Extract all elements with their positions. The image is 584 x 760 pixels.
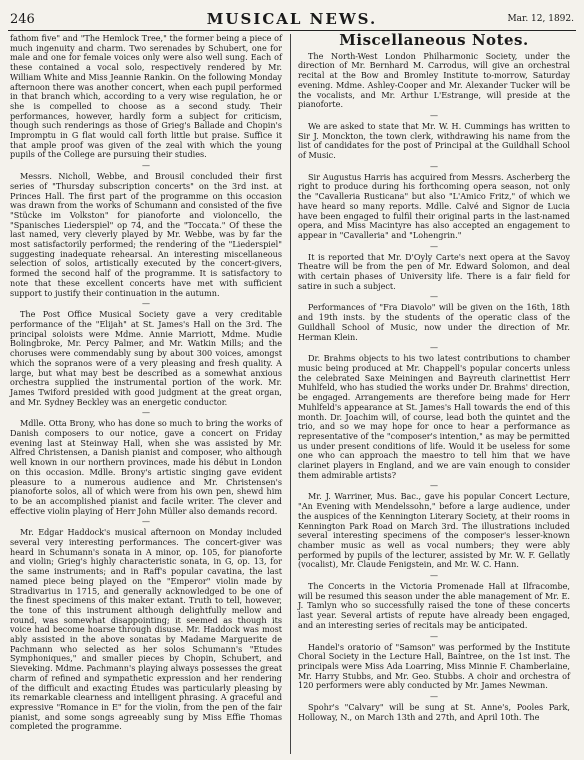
article-paragraph: The Post Office Musical Society gave a very creditable performance of the "Elijah" at St. James's Hall on the 3rd. The principal soloists were Mdme. Annie Marriott, Mdme. Mudie Bolingbroke, Mr. Percy Palmer, and Mr. Watkin Mills; and the choruses were commendably sung by about 300 voices, amongst which the sopranos were of a very pleasing and fresh quality. A large, but what may best be described as a somewhat anxious orchestra supplied the instrumental portion of the work. Mr. James Twiford presided with good judgment at the great organ, and Mr. Sydney Beckley was an energetic conductor. <box>10 309 282 407</box>
article-paragraph: Mr. Edgar Haddock's musical afternoon on Monday included several very interesting performances. The concert-giver was heard in Schumann's sonata in A minor, op. 105, for pianoforte and violin; Grieg's highly characteristic sonata, in G, op. 13, for the same instruments; and in Raff's popular cavatina, the last named piece being played on the "Emperor" violin made by Stradivarius in 1715, and generally acknowledged to be one of the finest specimens of this maker extant. Truth to tell, however, the tone of this instrument although delightfully mellow and round, was somewhat disappointing; it seemed as though its voice had become hoarse through disuse. Mr. Haddock was most ably assisted in the above sonatas by Madame Marguerite de Pachmann who selected as her solos Schumann's "Etudes Symphoniques," and smaller pieces by Chopin, Schubert, and Sieveking. Mdme. Pachmann's playing always possesses the great charm of refined and sympathetic expression and her rendering of the difficult and exacting Études was particularly pleasing by its remarkable clearness and intelligent phrasing. A graceful and expressive "Romance in E" for the violin, from the pen of the fair pianist, and some songs agreeably sung by Miss Effie Thomas completed the programme. <box>10 527 282 732</box>
section-title: Miscellaneous Notes. <box>339 31 529 49</box>
separator: — <box>142 408 150 418</box>
note-paragraph: The North-West London Philharmonic Society, under the direction of Mr. Bernhard M. Carrodus, will give an orchestral recital at the Bow and Bromley Institute to-morrow, Saturday evening. Mdme. Ashley-Cooper and Mr. Alexander Tucker will be the vocalists, and Mr. Arthur L'Estrange, will preside at the pianoforte. <box>298 50 570 110</box>
masthead-title: MUSICAL NEWS. <box>206 10 378 28</box>
right-column <box>298 31 570 723</box>
separator: — <box>142 517 150 527</box>
separator: — <box>430 631 438 641</box>
note-paragraph: It is reported that Mr. D'Oyly Carte's next opera at the Savoy Theatre will be from the pen of Mr. Edward Solomon, and deal with certain phases of University life. There is a fair field for satire in such a subject. <box>298 251 570 291</box>
separator: — <box>142 161 150 171</box>
note-paragraph: Performances of "Fra Diavolo" will be given on the 16th, 18th and 19th insts. by the students of the operatic class of the Guildhall School of Music, now under the direction of Mr. Herman Klein. <box>298 302 570 342</box>
separator: — <box>430 292 438 302</box>
page-header <box>8 8 576 32</box>
separator: — <box>430 571 438 581</box>
separator: — <box>430 110 438 120</box>
note-paragraph: Spohr's "Calvary" will be sung at St. Anne's, Pooles Park, Holloway, N., on March 13th and 27th, and April 10th. The <box>298 702 570 722</box>
note-paragraph: We are asked to state that Mr. W. H. Cummings has written to Sir J. Monckton, the town clerk, withdrawing his name from the list of candidates for the post of Principal at the Guildhall School of Music. <box>298 120 570 161</box>
note-paragraph: Sir Augustus Harris has acquired from Messrs. Ascherberg the right to produce during his forthcoming opera season, not only the "Cavalleria Rusticana" but also "L'Amico Fritz," of which we have heard so many reports. Mdlle. Calvé and Signor de Lucia have been engaged to fulfil their original parts in the last-named opera, and Miss Macintyre has also accepted an engagement to appear in "Cavalleria" and "Lohengrin." <box>298 171 570 240</box>
note-paragraph: Dr. Brahms objects to his two latest contributions to chamber music being produced at Mr. Chappell's popular concerts unless the celebrated Saxe Meiningen and Bayreuth clarinettist Herr Muhlfeld, who has studied the works under Dr. Brahms' direction, be engaged. Arrangements are therefore being made for Herr Muhlfeld's appearance at St. James's Hall towards the end of this month. Dr. Joachim will, of course, lead both the quintet and the trio, and so we may hope for once to hear a performance as representative of the "composer's intention," as may be permitted us under present conditions of life. Would it be useless for some one who can approach the maestro to tell him that we have clarinet players in England, and we are vain enough to consider them admirable artists? <box>298 353 570 480</box>
note-paragraph: Handel's oratorio of "Samson" was performed by the Institute Choral Society in the Lecture Hall, Baintree, on the 1st inst. The principals were Miss Ada Loarring, Miss Minnie F. Chamberlaine, Mr. Harry Stubbs, and Mr. Geo. Stubbs. A choir and orchestra of 120 performers were ably conducted by Mr. James Newman. <box>298 641 570 691</box>
separator: — <box>430 343 438 353</box>
article-paragraph: Mdlle. Otta Brony, who has done so much to bring the works of Danish composers to our notice, gave a concert on Friday evening last at Steinway Hall, when she was assisted by Mr. Alfred Christensen, a Danish pianist and composer, who although well known in our northern provinces, made his début in London on this occasion. Mdlle. Brony's artistic singing gave evident pleasure to a numerous audience and Mr. Christensen's pianoforte solos, all of which were from his own pen, shewd him to be an accomplished pianist and facile writer. The clever and effective violin playing of Herr John Müller also demands record. <box>10 418 282 516</box>
separator: — <box>430 481 438 491</box>
left-column <box>10 34 282 733</box>
note-paragraph: Mr. J. Warriner, Mus. Bac., gave his popular Concert Lecture, "An Evening with Mendelssohn," before a large audience, under the auspices of the Kennington Literary Society, at their rooms in Kennington Park Road on March 3rd. The illustrations included several interesting specimens of the composer's lesser-known chamber music as well as vocal numbers; they were ably performed by pupils of the lecturer, assisted by Mr. W. F. Gellatly (vocalist), Mr. Claude Fenigstein, and Mr. W. C. Hann. <box>298 491 570 570</box>
separator: — <box>142 299 150 309</box>
page-number: 246 <box>10 12 35 27</box>
issue-date: Mar. 12, 1892. <box>507 14 574 24</box>
article-paragraph: Messrs. Nicholl, Webbe, and Brousil concluded their first series of "Thursday subscription concerts" on the 3rd inst. at Princes Hall. The first part of the programme on this occasion was drawn from the works of Schumann and consisted of the five "Stücke im Volkston" for pianoforte and violoncello, the "Spanisches Liederspiel" op 74, and the "Toccata." Of these the last named, very cleverly played by Mr. Webbe, was by far the most satisfactorily performed; the rendering of the "Liederspiel" suggesting inadequate rehearsal. An interesting miscellaneous selection of solos, artistically executed by the concert-givers, formed the second half of the programme. It is satisfactory to note that these excellent concerts have met with sufficient support to justify their continuation in the autumn. <box>10 171 282 298</box>
separator: — <box>430 692 438 702</box>
article-paragraph: fathom five" and "The Hemlock Tree," the former being a piece of much ingenuity and charm. Two serenades by Schubert, one for male and one for female voices only were also well sung. Each of these contained a vocal solo, respectively rendered by Mr. William White and Miss Jeannie Rankin. On the following Monday afternoon there was another concert, when each pupil performed in that branch which, according to a very wise regulation, he or she is compelled to choose as a second study. Their performances, however, hardly form a subject for criticism, though such renderings as those of Grieg's Ballade and Chopin's Impromptu in G flat would call forth little but praise. Suffice it that ample proof was given of the zeal with which the young pupils of the College are pursuing their studies. <box>10 33 282 160</box>
separator: — <box>430 161 438 171</box>
separator: — <box>430 241 438 251</box>
column-divider <box>290 34 291 754</box>
note-paragraph: The Concerts in the Victoria Promenade Hall at Ilfracombe, will be resumed this season under the able management of Mr. E. J. Tamlyn who so successfully raised the tone of these concerts last year. Several artists of repute have already been engaged, and an interesting series of recitals may be anticipated. <box>298 581 570 630</box>
